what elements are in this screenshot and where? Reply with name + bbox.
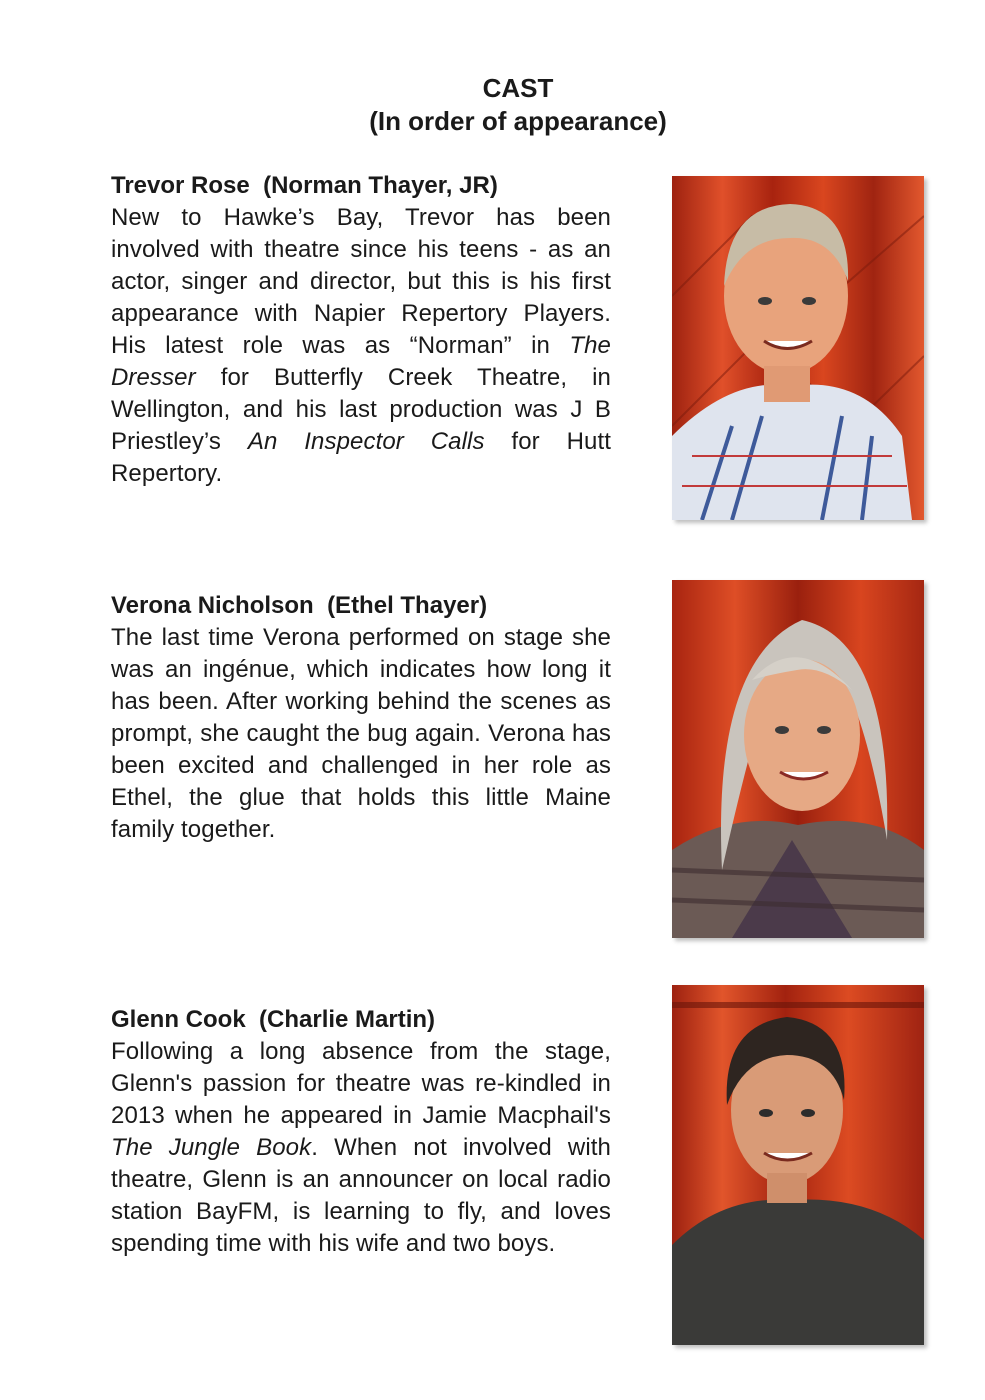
cast-name-line — [111, 1004, 611, 1036]
cast-name: Trevor Rose — [111, 172, 250, 199]
cast-name: Verona Nicholson — [111, 592, 314, 619]
cast-entry — [111, 1004, 611, 1260]
cast-role: (Ethel Thayer) — [327, 592, 488, 619]
cast-bio-text: . When not involved with theatre, Glenn is an announcer on local radio station BayFM, is learning to fly, and loves spending time with his wife and two boys. — [111, 1134, 611, 1257]
cast-bio-text: The last time Verona performed on stage she was an ingénue, which indicates how long it has been. After working behind the scenes as prompt, she caught the bug again. Verona has been excited and challenged in her role as Ethel, the glue that holds this little Maine family together. — [111, 624, 611, 843]
portrait-photo-trevor — [672, 176, 924, 520]
cast-bio-title: The Dresser — [111, 332, 611, 391]
cast-entry — [111, 590, 611, 846]
cast-bio-title: An Inspector Calls — [247, 428, 485, 455]
cast-bio — [111, 622, 611, 846]
cast-name-line — [111, 590, 611, 622]
page-heading — [0, 72, 985, 138]
cast-bio-text: for Hutt Repertory. — [111, 428, 612, 487]
cast-photo — [672, 985, 924, 1345]
page-title: CAST — [482, 73, 554, 103]
cast-bio-title: The Jungle Book — [111, 1134, 312, 1161]
portrait-photo-verona — [672, 580, 924, 938]
cast-role: (Charlie Martin) — [259, 1006, 436, 1033]
cast-bio — [111, 202, 611, 490]
cast-photo — [672, 176, 924, 520]
cast-bio-text: Following a long absence from the stage, Glenn's passion for theatre was re-kindled in 2013 when he appeared in Jamie Macphail's — [111, 1038, 611, 1129]
cast-name-line — [111, 170, 611, 202]
cast-bio-text: New to Hawke’s Bay, Trevor has been involved with theatre since his teens - as an actor, singer and director, but this is his first appearance with Napier Repertory Players. His latest role was as “Norman” in — [111, 204, 611, 359]
cast-entry — [111, 170, 611, 490]
page-subtitle: (In order of appearance) — [369, 106, 667, 136]
cast-name: Glenn Cook — [111, 1006, 246, 1033]
cast-bio — [111, 1036, 611, 1260]
cast-photo — [672, 580, 924, 938]
portrait-photo-glenn — [672, 985, 924, 1345]
cast-role: (Norman Thayer, JR) — [263, 172, 498, 199]
cast-bio-text: for Butterfly Creek Theatre, in Wellington, and his last production was J B Priestley’s — [111, 364, 611, 455]
